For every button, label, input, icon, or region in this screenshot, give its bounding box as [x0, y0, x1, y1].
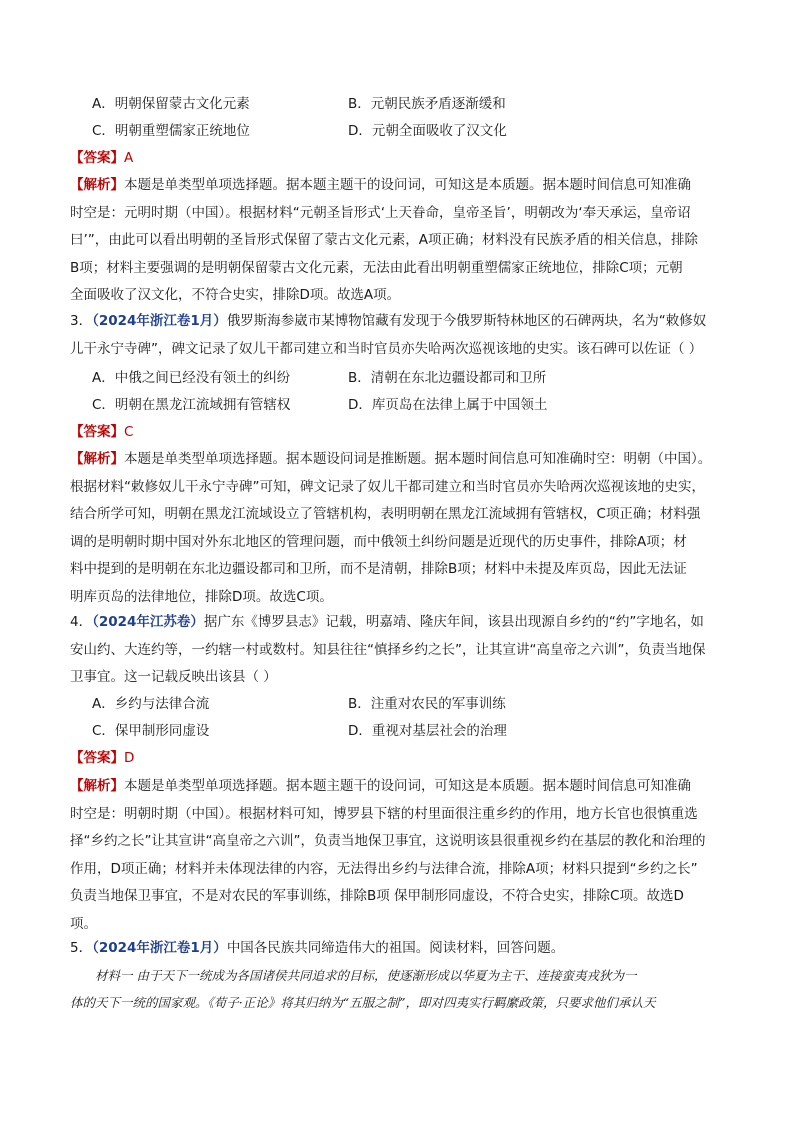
analysis-line: 项。: [70, 915, 97, 932]
answer-value: C: [124, 424, 134, 440]
analysis-line: 结合所学可知，明朝在黑龙江流域设立了管辖机构，表明明朝在黑龙江流域拥有管辖权，C项正确；材料强: [70, 506, 701, 522]
analysis-line: 时空是：明朝时期（中国）。根据材料可知，博罗县下辖的村里面很注重乡约的作用，地方长官也很慎重选: [70, 805, 698, 822]
q4-answer: [70, 748, 134, 768]
analysis-line: B项；材料主要强调的是明朝保留蒙古文化元素，无法由此看出明朝重塑儒家正统地位，排除C项；元朝: [70, 259, 683, 276]
q2-option-b: B．元朝民族矛盾逐渐缓和: [348, 96, 506, 112]
analysis-line: 择“乡约之长”让其宣讲“高皇帝之六训”，负责当地保卫事宜，这说明该县很重视乡约在基层的教化和治理的: [70, 833, 706, 849]
answer-label: 【答案】: [70, 750, 124, 766]
material-line: 体的天下一统的国家观。《荀子·正论》将其归纳为“五服之制”，即对四夷实行羁縻政策，只要求他们承认天: [70, 995, 656, 1010]
question-source: （2024年江苏卷）: [92, 614, 204, 630]
analysis-line: 根据材料“敕修奴儿干永宁寺碑”可知，碑文记录了奴儿干都司建立和当时官员亦失哈两次巡视该地的史实，: [70, 478, 705, 495]
q2-analysis: [70, 172, 730, 310]
analysis-line: 本题是单类型单项选择题。据本题主题干的设问词，可知这是本质题。据本题时间信息可知准确: [124, 778, 691, 794]
analysis-line: 作用，D项正确；材料并未体现法律的内容，无法得出乡约与法律合流，排除A项；材料只提到“乡约之长”: [70, 860, 698, 877]
answer-label: 【答案】: [70, 424, 124, 440]
q4-option-d: D．重视对基层社会的治理: [348, 723, 507, 739]
q4-option-a: A．乡约与法律合流: [92, 696, 210, 712]
question-number: 5．: [70, 940, 93, 956]
answer-value: A: [124, 150, 134, 166]
analysis-line: 负责当地保卫事宜，不是对农民的军事训练，排除B项 保甲制形同虚设，不符合史实，排除C项。故选D: [70, 888, 684, 904]
q3-options-row-1: [92, 368, 752, 388]
q4-options-row-2: [92, 721, 752, 741]
q3-answer: [70, 422, 133, 442]
analysis-line: 全面吸收了汉文化，不符合史实，排除D项。故选A项。: [70, 287, 401, 303]
analysis-line: 时空是：元明时期（中国）。根据材料“元朝圣旨形式‘上天眷命，皇帝圣旨’，明朝改为‘奉天承运，皇帝诏: [70, 204, 691, 221]
question-source: （2024年浙江卷1月）: [92, 313, 227, 329]
analysis-line: 明库页岛的法律地位，排除D项。故选C项。: [70, 588, 333, 605]
stem-line: 安山约、大连约等，一约辖一村或数村。知县往往“慎择乡约之长”，让其宣讲“高皇帝之六训”，负责当地保: [70, 641, 706, 658]
q2-options-row-2: [92, 121, 752, 141]
q4-option-c: C．保甲制形同虚设: [92, 723, 210, 739]
question-number: 4．: [70, 614, 93, 630]
analysis-line: 调的是明朝时期中国对外东北地区的管理问题，而中俄领土纠纷问题是近现代的历史事件，排除A项；材: [70, 533, 687, 550]
q2-option-c: C．明朝重塑儒家正统地位: [92, 123, 250, 139]
stem-line: 据广东《博罗县志》记载，明嘉靖、隆庆年间，该县出现源自乡约的“约”字地名，如: [203, 614, 704, 630]
q5-material: [70, 962, 730, 1016]
stem-line: 中国各民族共同缔造伟大的祖国。阅读材料，回答问题。: [226, 940, 565, 956]
q3-options-row-2: [92, 395, 752, 415]
analysis-label: 【解析】: [70, 778, 124, 794]
q3-option-c: C．明朝在黑龙江流域拥有管辖权: [92, 397, 291, 413]
answer-label: 【答案】: [70, 150, 124, 166]
q2-option-d: D．元朝全面吸收了汉文化: [348, 123, 507, 139]
analysis-label: 【解析】: [70, 177, 124, 193]
q2-answer: [70, 148, 133, 168]
analysis-label: 【解析】: [70, 451, 124, 467]
analysis-line: 料中提到的是明朝在东北边疆设都司和卫所，而不是清朝，排除B项；材料中未提及库页岛，因此无法证: [70, 561, 687, 577]
stem-line: 俄罗斯海参崴市某博物馆藏有发现于今俄罗斯特林地区的石碑两块，名为“敕修奴: [226, 313, 707, 329]
q4-options-row-1: [92, 694, 752, 714]
question-source: （2024年浙江卷1月）: [92, 940, 227, 956]
q5-stem: [70, 938, 564, 958]
stem-line: 儿干永宁寺碑”，碑文记录了奴儿干都司建立和当时官员亦失哈两次巡视该地的史实。该石碑可以佐证（ ）: [70, 340, 703, 357]
q3-stem: [70, 308, 730, 363]
q4-analysis: [70, 773, 730, 938]
analysis-line: 本题是单类型单项选择题。据本题主题干的设问词，可知这是本质题。据本题时间信息可知准确: [124, 177, 691, 193]
stem-line: 卫事宜。这一记载反映出该县（ ）: [70, 669, 277, 685]
q3-option-d: D．库页岛在法律上属于中国领土: [348, 397, 548, 413]
analysis-line: 本题是单类型单项选择题。据本题设问词是推断题。据本题时间信息可知准确时空：明朝（中国）。: [124, 451, 712, 467]
q4-stem: [70, 609, 730, 692]
analysis-line: 曰’”，由此可以看出明朝的圣旨形式保留了蒙古文化元素，A项正确；材料没有民族矛盾的相关信息，排除: [70, 232, 699, 248]
q3-analysis: [70, 446, 730, 611]
question-number: 3．: [70, 313, 93, 329]
q4-option-b: B．注重对农民的军事训练: [348, 696, 506, 712]
answer-value: D: [124, 750, 135, 766]
q3-option-b: B．清朝在东北边疆设都司和卫所: [348, 370, 547, 386]
q2-options-row-1: [92, 94, 752, 114]
material-line: 材料一 由于天下一统成为各国诸侯共同追求的目标，使逐渐形成以华夏为主干、连接蛮夷戎狄为一: [95, 968, 637, 983]
q2-option-a: A．明朝保留蒙古文化元素: [92, 96, 250, 112]
q3-option-a: A．中俄之间已经没有领土的纠纷: [92, 370, 291, 386]
